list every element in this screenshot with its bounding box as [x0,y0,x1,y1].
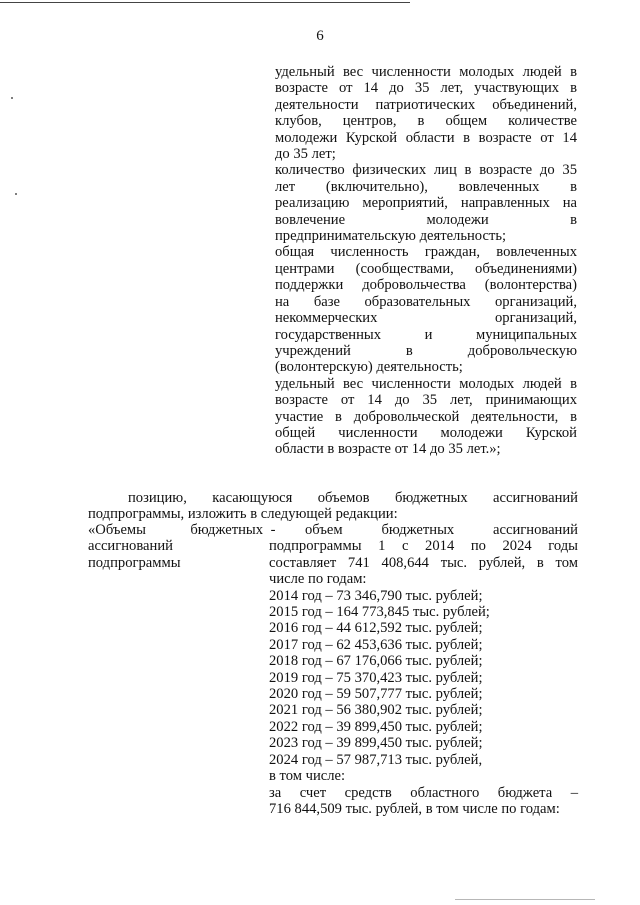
text-line: составляет 741 408,644 тыс. рублей, в том [269,554,578,571]
text-line: некоммерческих организаций, [275,310,577,327]
label-line: «Объемы бюджетных [88,522,263,538]
scan-speck [15,193,17,195]
year-amount-line: 2020 год – 59 507,777 тыс. рублей; [269,686,483,703]
text-line: удельный вес численности молодых людей в [275,64,577,80]
text-line: в том числе: [269,768,346,785]
text-line: центрами (сообществами, объединениями) [275,260,577,277]
indicators-column [275,64,577,458]
text-line: предпринимательскую деятельность; [275,228,507,245]
text-line: 716 844,509 тыс. рублей, в том числе по годам: [269,800,560,817]
text-line: возрасте от 14 до 35 лет, участвующих в [275,80,577,97]
text-line: государственных и муниципальных [275,326,577,343]
scan-speck [11,97,13,99]
year-amount-line: 2015 год – 164 773,845 тыс. рублей; [269,604,490,621]
text-line: общая численность граждан, вовлеченных [275,244,577,261]
text-line: реализацию мероприятий, направленных на [275,195,577,212]
text-line: позицию, касающуюся объемов бюджетных ассигнований [128,490,578,506]
label-line: подпрограммы [88,554,181,571]
text-line: числе по годам: [269,571,367,588]
text-line: до 35 лет; [275,146,336,163]
text-line: количество физических лиц в возрасте до 35 [275,162,577,179]
text-line: клубов, центров, в общем количестве [275,113,577,130]
year-amount-line: 2019 год – 75 370,423 тыс. рублей; [269,669,483,686]
year-amount-line: 2023 год – 39 899,450 тыс. рублей; [269,735,483,752]
text-line: подпрограммы 1 с 2014 по 2024 годы [269,538,578,555]
text-line: объем бюджетных ассигнований [305,522,578,538]
text-line: участие в добровольческой деятельности, в [275,408,577,425]
text-line: возрасте от 14 до 35 лет, принимающих [275,392,577,409]
top-rule [0,2,410,3]
year-amount-line: 2017 год – 62 453,636 тыс. рублей; [269,636,483,653]
year-amount-line: 2021 год – 56 380,902 тыс. рублей; [269,702,483,719]
table-value-cell [269,522,578,817]
position-paragraph [88,490,578,523]
bottom-rule [455,899,595,900]
text-line: лет (включительно), вовлеченных в [275,178,577,195]
text-line: на базе образовательных организаций, [275,293,577,310]
text-line: подпрограммы, изложить в следующей редакции: [88,506,398,523]
text-line: общей численности молодежи Курской [275,424,577,441]
text-line: (волонтерскую) деятельность; [275,359,463,376]
text-line: деятельности патриотических объединений, [275,96,577,113]
text-line: учреждений в добровольческую [275,342,577,359]
year-amount-line: 2016 год – 44 612,592 тыс. рублей; [269,620,483,637]
year-amount-line: 2014 год – 73 346,790 тыс. рублей; [269,587,483,604]
text-line: за счет средств областного бюджета – [269,784,578,801]
table-label-cell [88,522,263,571]
year-amount-line: 2022 год – 39 899,450 тыс. рублей; [269,718,483,735]
page-number: 6 [316,28,324,44]
text-line: удельный вес численности молодых людей в [275,375,577,392]
table-dash: - [270,522,276,538]
text-line: молодежи Курской области в возрасте от 14 [275,129,577,146]
label-line: ассигнований [88,538,173,555]
text-line: вовлечение молодежи в [275,211,577,228]
text-line: поддержки добровольчества (волонтерства) [275,277,577,294]
text-line: области в возрасте от 14 до 35 лет.»; [275,441,501,458]
year-amount-line: 2018 год – 67 176,066 тыс. рублей; [269,653,483,670]
year-amount-line: 2024 год – 57 987,713 тыс. рублей, [269,751,483,768]
